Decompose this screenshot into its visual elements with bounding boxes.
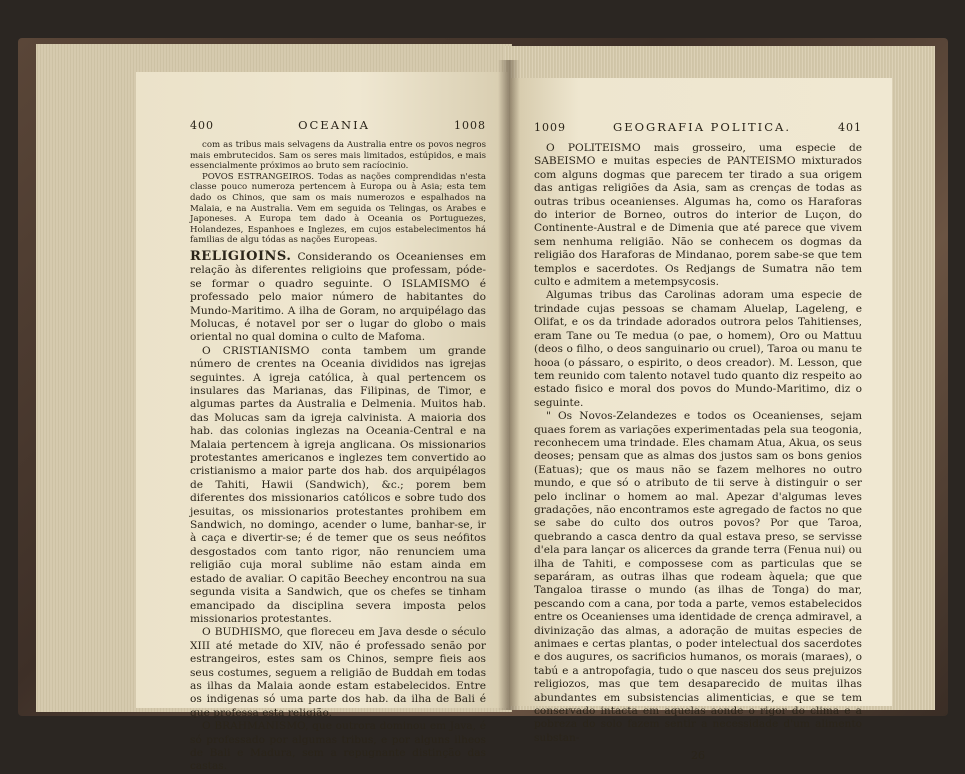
left-page-number: 400 [190,119,214,132]
section-heading: RELIGIOINS. [190,248,292,264]
signature-mark: 26 [691,749,705,763]
right-page-number: 401 [838,121,862,134]
small-paragraph: com as tribus mais selvagens da Australia entre os povos negros mais embrutecidos. Sam os seres mais limitados, estúpidos, e mais essencialmente próximos ao bruto sem racíocinio. [190,140,486,172]
paragraph-text: Considerando os Oceanienses em relação às diferentes religioins que professam, póde-se formar o quadro seguinte. O ISLAMISMO é professado pelo maior número de habitantes do Mundo-Maritimo. A ilha de Goram, no arquipélago das Molucas, é notavel por ser o lugar do globo o mais oriental no qual domina o culto de Mafoma. [190,250,486,344]
paragraph: O BRAHMANISMO, que outrora dominou em Java, é só professado por algumas tribus, e por alguns ilheos de Bali e Madura, sem a repugnante distinção das castas. [190,720,486,773]
paragraph: O POLITEISMO mais grosseiro, uma especie de SABEISMO e muitas especies de PANTEISMO mixturados com alguns dogmas que parecem ter tirado a sua origem das antigas religiões da Asia, sam as crenças de todas as outras tribus oceanienses. Algumas ha, como os Haraforas do interior de Borneo, outros do interior de Luçon, do Continente-Austral e de Dimenia que até parece que vivem sem nenhuma religião. Não se conhecem os dogmas da religião dos Haraforas de Mindanao, porem sabe-se que tem templos e sacerdotes. Os Redjangs de Sumatra não tem culto e admitem a metempsycosis. [534,142,862,289]
left-running-head [190,118,486,132]
paragraph: O CRISTIANISMO conta tambem um grande número de crentes na Oceania divididos nas igrejas seguintes. A igreja católica, à qual pertencem os insulares das Marianas, das Filipinas, de Timor, e algumas partes da Australia e Delmenia. Muitos hab. das Molucas sam da igreja calvinista. A maioria dos hab. das colonias inglezas na Oceania-Central e na Malaia pertencem à igreja anglicana. Os missionarios protestantes americanos e inglezes tem convertido ao cristianismo a maior parte dos hab. dos arquipélagos de Tahiti, Hawii (Sandwich), &c.; porem bem diferentes dos missionarios católicos e sobre tudo dos jesuitas, os missionarios protestantes prohibem em Sandwich, no domingo, acender o lume, banhar-se, ir à caça e divertir-se; é de temer que os seus neófitos desgostados com tanto rigor, não renunciem uma religião cuja moral sublime não estam ainda em estado de avaliar. O capitão Beechey encontrou na sua segunda visita a Sandwich, que os chefes se tinham emancipado da disciplina severa imposta pelos missionarios protestantes. [190,344,486,625]
right-running-title: GEOGRAFIA POLITICA. [613,120,791,134]
religioins-paragraph [190,250,486,345]
left-body-text [190,250,486,774]
book-gutter [498,60,520,710]
right-body-text [534,142,862,745]
small-paragraph: POVOS ESTRANGEIROS. Todas as nações comprendidas n'esta classe pouco numeroza pertencem à Europa ou à Asia; esta tem dado os Chinos, que sam os mais numerozos e espalhados na Malaia, e na Australia. Vem em seguida os Telingas, os Arabes e Japoneses. A Europa tem dado à Oceania os Portuguezes, Holandezes, Espanhoes e Inglezes, em cujos estabelecimentos há familias de algu tódas as nações Europeas. [190,171,486,246]
paragraph: Algumas tribus das Carolinas adoram uma especie de trindade cujas pessoas se chamam Aluelap, Lageleng, e Olifat, e os da trindade adorados outrora pelos Tahitienses, eram Tane ou Te medua (o pae, o homem), Oro ou Mattuu (deos o filho, o deos sanguinario ou cruel), Taroa ou manu te hooa (o pássaro, o espirito, o deos creador). M. Lesson, que tem reunido com talento notavel tudo quanto diz respeito ao estado fisico e moral dos povos do Mundo-Maritimo, diz o seguinte. [534,289,862,409]
right-page [510,78,892,763]
left-page [136,72,508,773]
right-running-head [534,120,862,134]
left-running-title: OCEANIA [298,118,370,132]
left-column-number: 1008 [454,119,486,132]
left-small-text [190,140,486,246]
paragraph: " Os Novos-Zelandezes e todos os Oceanienses, sejam quaes forem as variações experimentadas pela sua teogonia, reconhecem uma trindade. Eles chamam Atua, Akua, os seus deoses; pensam que as almas dos justos sam os bons genios (Eatuas); que os maus não se fazem melhores no outro mundo, e que só o atributo de tii serve à distinguir o ser pelo inclinar o homem ao mal. Apezar d'algumas leves gradações, não encontramos este agregado de factos no que se sabe do culto dos outros povos? Por que Taroa, quebrando a casca dentro da qual estava preso, se servisse d'ela para lançar os alicerces da grande terra (Fenua nui) ou ilha de Tahiti, e compossese com as particulas que se separáram, as outras ilhas que rodeam àquela; que que Tangaloa tirasse o mundo (as ilhas de Tonga) do mar, pescando com a cana, por toda a parte, vemos estabelecidos entre os Oceanienses uma identidade de crença admiravel, a divinização das almas, a adoração de muitas especies de animaes e certas plantas, o poder intelectual dos sacerdotes e dos augures, os sacrificios humanos, os morais (maraes), o tabú e a antropofagia, tudo o que nasceu dos seus prejuizos religiozos, mas que tem desaparecido de muitas ilhas abundantes em subsistencias alimenticias, e que se tem conservado intacta em aquelas aonde o rigor do clima e a pobreza do solo fazem sentir a necessidade d'um alimento substan- [534,410,862,744]
paragraph: O BUDHISMO, que floreceu em Java desde o século XIII até metade do XIV, não é professado senão por estrangeiros, estes sam os Chinos, sempre fieis aos seus costumes, seguem a religião de Buddah em todas as ilhas da Malaia aonde estam estabelecidos. Entre os indigenas só uma parte dos hab. da ilha de Bali é que professa esta religião. [190,626,486,719]
right-column-number: 1009 [534,121,566,134]
